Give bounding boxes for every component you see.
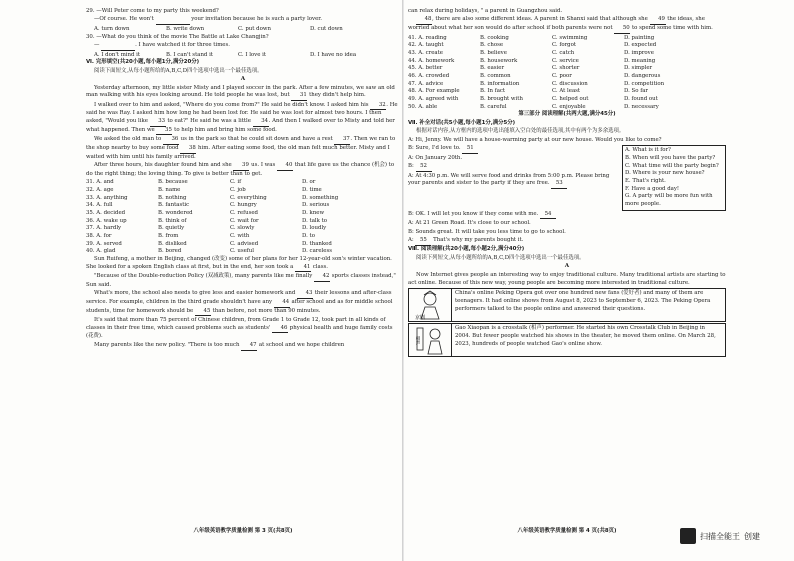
answer-blank: 48 — [416, 16, 432, 25]
option: 33. A. anything — [86, 194, 128, 201]
option: A. turn down — [94, 25, 130, 32]
option-row — [408, 73, 726, 81]
option-row — [408, 81, 726, 89]
option-row — [408, 96, 726, 104]
option: C. useful — [230, 248, 254, 255]
text: that life gave us the chance (机会) to do the right thing; the loving thing. To give is better than to get. — [86, 162, 395, 177]
section-7-title: Ⅶ. 补全对话(共5小题,每小题1分,满分5分) — [408, 119, 516, 126]
option: D. something — [302, 194, 339, 201]
text: "Because of the Double-reduction Policy (双减政策), many parents like me finally — [94, 273, 315, 280]
option: D. careless — [302, 248, 333, 255]
text: B: — [408, 163, 416, 170]
option: D. simpler — [624, 65, 653, 72]
text: at school and we hope children — [257, 341, 345, 348]
reply-text: —Of course. He won't — [94, 16, 156, 23]
option: B. believe — [480, 49, 507, 56]
dialogue-line: B: Sounds great. It will take you less time to go to school. — [408, 228, 566, 235]
option: C. wait for — [230, 217, 259, 224]
option: C. refused — [230, 209, 259, 216]
dialogue-line — [408, 145, 616, 154]
opera-figure-image — [409, 289, 452, 321]
passage-b-continued: can relax during holidays, " a parent in Guangzhou said. — [408, 8, 563, 14]
peking-opera-text: China's online Peking Opera got over one hundred new fans (爱好者) and many of them are teenagers. It had online shows from August 8, 2023 to September 6, 2023. The Peking Opera performers talked to the people online and answered their questions. — [455, 290, 711, 312]
text: the ideas, she worried about what her son would do after school if both parents were not — [408, 16, 705, 32]
passage-a-paragraph — [86, 85, 400, 101]
question-prompt: —What do you think of the movie The Battle at Lake Changjin? — [96, 33, 269, 40]
passage-b-paragraph — [86, 342, 400, 351]
option: B. nothing — [158, 194, 187, 201]
dialogue-option: G. A party will be more fun with more people. — [625, 193, 713, 207]
option: C. shorter — [552, 65, 580, 72]
question-30-reply — [86, 42, 400, 51]
passage-a-paragraph — [86, 136, 400, 161]
option: B. cooking — [480, 34, 509, 41]
option: C. slowly — [230, 225, 255, 232]
option: B. common — [480, 72, 511, 79]
text: It's said that more than 75 percent of Chinese children, from Grade 1 to Grade 12, took part in all kinds of classes in their free time, which caused problems such as students' — [86, 317, 386, 331]
text: B: Sure, I'd love to. — [408, 145, 463, 152]
dialogue-options-box — [622, 145, 726, 210]
text: us in the park so that he could sit down and have a rest — [178, 136, 335, 143]
reply-text: . I have watched it for three times. — [135, 42, 230, 49]
option-row — [86, 187, 400, 195]
passage-a-label: A — [240, 76, 246, 83]
option-row — [86, 179, 400, 187]
page-footer: 八年级英语教学质量检测 第 3 页(共8页) — [193, 528, 293, 535]
scanner-logo-icon — [680, 528, 696, 544]
answer-blank: 31 — [291, 92, 307, 101]
option-row — [86, 225, 400, 233]
option: B. wondered — [158, 209, 193, 216]
crosstalk-figure-icon — [413, 325, 447, 355]
passage-b-paragraph — [86, 290, 400, 316]
option: D. meaning — [624, 57, 656, 64]
answer-blank: 34 — [253, 118, 269, 127]
answer-blank: 39 — [233, 162, 249, 171]
answer-blank: 35 — [156, 127, 172, 136]
option-row — [408, 50, 726, 58]
option-row — [86, 248, 400, 256]
crosstalk-label: 相声 — [415, 336, 420, 346]
option-row — [408, 58, 726, 66]
answer-blank: 42 — [314, 273, 330, 282]
text: After three hours, his daughter found him and she — [94, 162, 234, 169]
option-row — [86, 210, 400, 218]
option: 43. A. create — [408, 49, 443, 56]
option: D. thanked — [302, 240, 332, 247]
option: D. found out — [624, 95, 658, 102]
option: 45. A. better — [408, 65, 443, 72]
answer-blank: 44 — [274, 299, 290, 308]
watermark-brand: 扫描全能王 — [700, 531, 740, 541]
option-row — [408, 35, 726, 43]
option: B. brought with — [480, 95, 523, 102]
option: D. or — [302, 179, 316, 186]
section-8-instructions: 阅读下列短文,从每小题所给的A,B,C,D四个选项中选出一个最佳选项。 — [416, 254, 585, 261]
question-29-reply — [86, 16, 400, 25]
dialogue-line — [408, 163, 616, 172]
answer-blank: 33 — [150, 118, 166, 127]
text: B: OK. I will let you know if they come with me. — [408, 210, 541, 217]
option: B. fantastic — [158, 202, 190, 209]
option: C. everything — [230, 194, 267, 201]
option-row — [408, 42, 726, 50]
page-footer: 八年级英语教学质量检测 第 4 页(共8页) — [517, 528, 617, 535]
dialogue-option: E. That's right. — [625, 177, 666, 184]
option: 35. A. decided — [86, 209, 126, 216]
text: What's more, the school also needs to give less and easier homework and — [94, 290, 297, 297]
dialogue-option: B. When will you have the party? — [625, 154, 716, 161]
answer-blank: 47 — [241, 342, 257, 351]
text: Many parents like the new policy. "There is too much — [94, 341, 242, 348]
passage-b-options — [408, 35, 726, 112]
passage-b-paragraph — [86, 317, 400, 341]
option: B. from — [158, 232, 179, 239]
option: C. helped out — [552, 95, 589, 102]
dialogue-line: A: On January 20th. — [408, 154, 463, 161]
option: C. advised — [230, 240, 259, 247]
dialogue-block — [408, 145, 726, 210]
option: D. competition — [624, 80, 665, 87]
text: than before, not more than 90 minutes. — [210, 307, 321, 314]
text: Sun Ruifeng, a mother in Beijing, changed (改变) some of her plans for her 12-year-old son's winter vacation. She looked for a spoken English class at first, but in the end, her son took a — [86, 255, 392, 270]
answer-blank: 38 — [180, 145, 196, 154]
option: 50. A. able — [408, 103, 438, 110]
crosstalk-box — [408, 323, 726, 357]
option: D. cut down — [310, 25, 343, 32]
option: 37. A. hardly — [86, 225, 122, 232]
option: 32. A. age — [86, 186, 114, 193]
answer-blank: 41 — [295, 264, 311, 273]
text: to eat?" He said he was a little — [165, 118, 253, 125]
dialogue-line — [408, 237, 726, 246]
text: class. — [311, 263, 328, 270]
passage-b-paragraph — [86, 256, 400, 272]
text: . He said he was Ray. I asked him how long he had been lost for. He said he was lost for almost two hours. I then asked, "Would you like — [86, 101, 398, 125]
option: B. think of — [158, 217, 187, 224]
option-row — [86, 241, 400, 249]
option: B. easier — [480, 65, 505, 72]
text: , there are also some different ideas. A parent in Shanxi said that although she — [432, 16, 650, 23]
text: us. I was — [249, 162, 277, 169]
reply-text: your invitation because he is such a party lover. — [189, 16, 322, 23]
passage-label: A — [564, 263, 570, 270]
option: 34. A. full — [86, 202, 113, 209]
dialogue-line: A: At 21 Green Road. It's close to our school. — [408, 220, 531, 227]
part-3-title: 第三部分 阅读理解(共两大题,满分45分) — [518, 111, 616, 118]
text: sports classes instead," Sun said. — [86, 273, 396, 288]
option: 49. A. agreed with — [408, 95, 459, 102]
answer-blank: 43 — [297, 290, 313, 299]
scanner-watermark — [680, 528, 760, 544]
answer-blank: 53 — [551, 180, 567, 189]
option: D. time — [302, 186, 322, 193]
page-3 — [86, 8, 400, 536]
option: 38. A. for — [86, 232, 112, 239]
answer-blank: 37 — [334, 136, 350, 145]
page-fold — [402, 0, 404, 561]
option: D. loudly — [302, 225, 327, 232]
option: B. careful — [480, 103, 507, 110]
option: C. hungry — [230, 202, 257, 209]
text: their lessons and after-class service. For example, children in the third grade shouldn't have any — [86, 290, 392, 305]
option: B. In fact — [480, 88, 506, 95]
option: C. At least — [552, 88, 581, 95]
question-number: 29. — [86, 8, 95, 14]
option: D. necessary — [624, 103, 659, 110]
text: physical health and huge family costs (花费). — [86, 324, 393, 340]
answer-blank: 45 — [195, 308, 211, 317]
dialogue-option: F. Have a good day! — [625, 185, 680, 192]
answer-blank: 51 — [462, 145, 478, 154]
option: C. service — [552, 57, 579, 64]
option: D. dangerous — [624, 72, 661, 79]
dialogue-line: A: Hi, Jenny. We will have a house-warming party at our new house. Would you like to come? — [408, 136, 662, 143]
dialogue-option: A. What is it for? — [625, 147, 671, 154]
option: 48. A. For example — [408, 88, 460, 95]
option: C. job — [230, 186, 246, 193]
opera-figure-icon — [413, 290, 447, 320]
text: Yesterday afternoon, my little sister Misty and I played soccer in the park. After a few minutes, we saw an old man walking with his eyes looking around. He told people he was lost, but — [86, 84, 395, 99]
text: they didn't help him. — [307, 92, 366, 99]
option: C. discussion — [552, 80, 588, 87]
option: 39. A. served — [86, 240, 122, 247]
option: D. to — [302, 232, 315, 239]
passage-b-paragraph — [86, 273, 400, 289]
option: C. forgot — [552, 42, 577, 49]
watermark-action: 创建 — [744, 531, 760, 541]
option: D. knew — [302, 209, 325, 216]
option-row — [408, 65, 726, 73]
question-number: 30. — [86, 33, 95, 40]
option: B. housework — [480, 57, 518, 64]
answer-blank: 50 — [614, 25, 630, 34]
text: to spend some time with him. — [630, 25, 713, 32]
option: 40. A. glad — [86, 248, 116, 255]
option: C. I love it — [238, 51, 267, 58]
crosstalk-figure-image — [409, 324, 452, 356]
text: I walked over to him and asked, "Where do you come from?" He said he didn't know. I asked him his — [94, 101, 371, 108]
option: B. chose — [480, 42, 504, 49]
reading-intro: Now Internet gives people an interesting way to enjoy traditional culture. Many traditional artists are starting to act online. Because of this new way, young people are becoming more interested in traditional culture. — [408, 271, 726, 286]
question-29-options — [86, 26, 400, 34]
answer-blank: 55 — [415, 237, 431, 246]
option: 46. A. crowded — [408, 72, 450, 79]
option: C. if — [230, 179, 242, 186]
option: 31. A. and — [86, 179, 114, 186]
option: D. I have no idea — [310, 51, 357, 58]
passage-a-paragraph — [86, 102, 400, 136]
option: D. So far — [624, 88, 648, 95]
crosstalk-text: Gao Xiaopan is a crosstalk (相声) performer. He started his own Crosstalk Club in Beijing in 2004. But fewer people watched his shows in the theater, he moved them online. On March 28, 2023, hundreds of people watched Gao's online show. — [455, 325, 716, 347]
text: to help him and bring him some food. — [172, 126, 277, 133]
section-6-instructions: 阅读下面短文,从每小题所给的A,B,C,D四个选项中选出一个最佳选项。 — [94, 67, 263, 74]
option: B. write down — [166, 25, 205, 32]
option: B. name — [158, 186, 181, 193]
text: him. After eating some food, the old man felt much better. Misty and I waited with him until his family arrived. — [86, 144, 390, 160]
section-8-title: Ⅷ. 阅读理解(共20小题,每小题2分,满分40分) — [408, 246, 525, 253]
option: C. catch — [552, 49, 575, 56]
option: D. expected — [624, 42, 657, 49]
passage-b-paragraph — [408, 16, 726, 33]
answer-blank: 52 — [416, 163, 432, 172]
option: C. swimming — [552, 34, 588, 41]
answer-blank: 36 — [163, 136, 179, 145]
option: B. disliked — [158, 240, 187, 247]
answer-blank: 49 — [650, 16, 666, 25]
dialogue-lines — [408, 145, 616, 210]
answer-blank: 46 — [272, 325, 288, 334]
option: B. information — [480, 80, 520, 87]
option: C. enjoyable — [552, 103, 586, 110]
dialogue-option: C. What time will the party begin? — [625, 162, 719, 169]
option-row — [86, 218, 400, 226]
option: D. talk to — [302, 217, 328, 224]
option: D. serious — [302, 202, 330, 209]
text: A: At 4:30 p.m. We will serve food and drinks from 5:00 p.m. Please bring your parents and sister to the party if they are free. — [408, 172, 610, 187]
text: We asked the old man to — [94, 136, 163, 143]
opera-label: 京剧 — [415, 315, 426, 321]
text: A: — [408, 236, 416, 243]
text: after school and as for middle school students, time for homework should be — [86, 298, 393, 314]
section-7-instructions: 根据对话内容,从方框内的选项中选出能填入空白处的最佳选项,其中有两个为多余选项。 — [416, 128, 625, 135]
passage-a-options — [86, 179, 400, 256]
question-30 — [86, 34, 400, 42]
answer-blank — [101, 42, 135, 51]
option: 47. A. advice — [408, 80, 444, 87]
question-prompt: —Will Peter come to my party this weekend? — [96, 8, 219, 14]
option-row — [86, 202, 400, 210]
option: B. I can't stand it — [166, 51, 213, 58]
option-row — [86, 233, 400, 241]
option: B. bored — [158, 248, 182, 255]
answer-blank — [156, 16, 190, 25]
option: 42. A. taught — [408, 42, 444, 49]
option: 41. A. reading — [408, 34, 447, 41]
dialogue-line — [408, 173, 616, 189]
option: D. painting — [624, 34, 655, 41]
section-6-title: Ⅵ. 完形填空(共20小题,每小题1分,满分20分) — [86, 59, 200, 66]
option: B. quietly — [158, 225, 185, 232]
text: . Then we ran to the shop nearby to buy some food — [86, 136, 396, 151]
text: . And then I walked over to Misty and told her what happened. Then we — [86, 118, 395, 133]
option-row — [408, 88, 726, 96]
option: C. with — [230, 232, 250, 239]
dialogue-option: D. Where is your new house? — [625, 170, 705, 177]
page-4 — [408, 8, 726, 536]
answer-blank: 54 — [540, 211, 556, 220]
answer-blank: 32 — [370, 102, 386, 111]
option: 44. A. homework — [408, 57, 455, 64]
text: That's why my parents bought it. — [431, 236, 524, 243]
option: A. I don't mind it — [94, 51, 141, 58]
option: C. poor — [552, 72, 572, 79]
option: D. improve — [624, 49, 654, 56]
option: C. put down — [238, 25, 271, 32]
passage-a-paragraph — [86, 162, 400, 178]
dialogue-line — [408, 211, 726, 220]
question-29 — [86, 8, 400, 16]
peking-opera-box — [408, 288, 726, 322]
option: 36. A. wake up — [86, 217, 127, 224]
answer-blank: 40 — [277, 162, 293, 171]
reply-text: — — [94, 42, 102, 49]
option: B. because — [158, 179, 188, 186]
option-row — [86, 195, 400, 203]
